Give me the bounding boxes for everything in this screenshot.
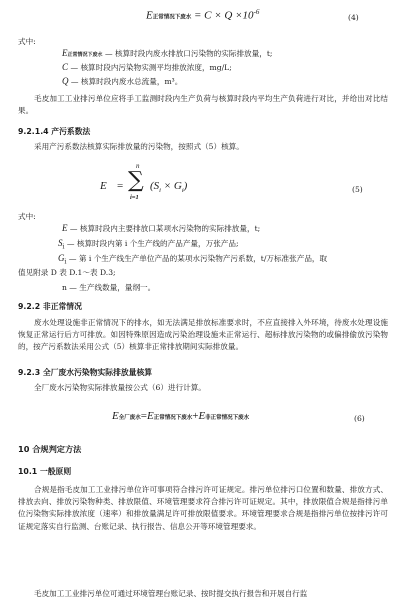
- formula-4-lhs: E: [146, 9, 153, 22]
- def-4-q: [62, 76, 182, 87]
- formula-4-number: (4): [348, 13, 359, 22]
- def-symbol: Q: [62, 76, 69, 86]
- formula-5-sum-bottom: i=1: [130, 194, 139, 201]
- def-text: — 第 i 个生产线生产单位产品的某项水污染物产污系数，t/万标准张产品，取: [68, 254, 328, 263]
- formula-4-lhs-sub: 正常情况下废水: [152, 14, 192, 21]
- formula-6-plus: +: [192, 410, 199, 422]
- def-4-e: [62, 48, 272, 61]
- paragraph-9-2-2: 废水处理设施非正常情况下的排水，如无法满足排放标准要求时，不应直接排入外环境，待废水处理设施恢复正常运行后方可排放。如因特殊原因造成污染治理设施未正常运行、超标排放污染物的或偏排偷放污染物的，按产污系数法采用公式（5）核算非正常排放期间实际排放量。: [18, 318, 388, 352]
- def-text: — 核算时段内第 i 个生产线的产品产量，万张产品;: [66, 239, 239, 248]
- paragraph-10-1-continued: 毛皮加工工业排污单位可通过环境管理台账记录、按时提交执行报告和开展自行监: [34, 589, 308, 598]
- heading-10: 10 合规判定方法: [18, 444, 82, 454]
- formula-4-rhs: = C × Q ×10: [194, 9, 254, 22]
- heading-10-1: 10.1 一般原则: [18, 467, 72, 476]
- formula-6-term3-sub: 非正常情况下废水: [205, 415, 250, 421]
- formula-5-number: (5): [352, 185, 363, 194]
- heading-9-2-3: 9.2.3 全厂废水污染物实际排放量核算: [18, 368, 153, 377]
- paragraph-9-2-3: 全厂废水污染物实际排放量按公式（6）进行计算。: [34, 383, 206, 392]
- paragraph-load-comparison: 毛皮加工工业排污单位应将手工监测时段内生产负荷与核算时段内平均生产负荷进行对比，并给出对比结果。: [18, 94, 388, 116]
- def-5-n: n — 生产线数量，量纲一。: [62, 283, 156, 292]
- formula-6-term2-sub: 正常情况下废水: [153, 415, 193, 421]
- def-symbol: G: [58, 253, 65, 263]
- heading-9-2-1-4: 9.2.1.4 产污系数法: [18, 127, 91, 136]
- def-text: — 核算时段内废水排放口污染物的实际排放量，t;: [104, 49, 273, 58]
- def-symbol-sub: 正常情况下废水: [67, 52, 103, 58]
- def-5-s: [58, 238, 239, 253]
- def-symbol: E: [62, 223, 68, 233]
- def-5-e: [62, 223, 260, 234]
- formula-5-lhs: E: [100, 180, 107, 192]
- def-5-g: [58, 253, 327, 268]
- formula-6-term3: E: [198, 410, 206, 422]
- def-symbol: C: [62, 62, 69, 72]
- formula-6-eq: =: [140, 410, 147, 422]
- formula-4: [146, 8, 259, 22]
- def-5-g-continued: 值见附录 D 表 D.1～表 D.3;: [18, 268, 116, 277]
- formula-5-body: $(S_i \times G_i)$: [150, 180, 188, 195]
- def-text: — 核算时段内污染物实测平均排放浓度，mg/L;: [70, 63, 232, 72]
- heading-9-2-2: 9.2.2 非正常情况: [18, 302, 82, 311]
- def-4-c: [62, 62, 232, 73]
- def-symbol: E: [62, 48, 68, 58]
- paragraph-9-2-1-4: 采用产污系数法核算实际排放量的污染物，按照式（5）核算。: [34, 142, 244, 151]
- formula-5-sum-top: n: [136, 162, 140, 170]
- def-symbol-sub: i: [64, 258, 67, 266]
- formula-5-sigma: ∑: [128, 168, 144, 193]
- formula-4-exponent: -6: [253, 8, 260, 16]
- def-text: — 核算时段内主要排放口某项水污染物的实际排放量，t;: [69, 224, 261, 233]
- def-text: — 核算时段内废水总流量，m³。: [70, 77, 183, 86]
- where-label-4: 式中:: [18, 37, 36, 46]
- formula-6-term2: E: [146, 410, 154, 422]
- formula-5-eq: =: [117, 180, 124, 192]
- formula-6-term1: E: [112, 410, 119, 422]
- def-symbol-sub: i: [62, 243, 65, 251]
- def-symbol: S: [58, 238, 63, 248]
- formula-6-number: (6): [354, 414, 365, 423]
- where-label-5: 式中:: [18, 212, 36, 221]
- formula-6-term1-sub: 全厂废水: [118, 415, 141, 421]
- formula-6: [112, 410, 249, 422]
- paragraph-10-1: 合规是指毛皮加工工业排污单位许可事项符合排污许可证规定。排污单位排污口位置和数量、排放方式、排放去向、排放污染物种类、排放限值、环境管理要求符合排污许可证规定。其中，排放限值合规是指排污单位污染物实际排放浓度（速率）和排放量满足许可排放限值要求。环境管理要求合规是指排污单位按排污许可证规定落实自行监测、台账记录、执行报告、信息公开等环境管理要求。: [18, 485, 388, 531]
